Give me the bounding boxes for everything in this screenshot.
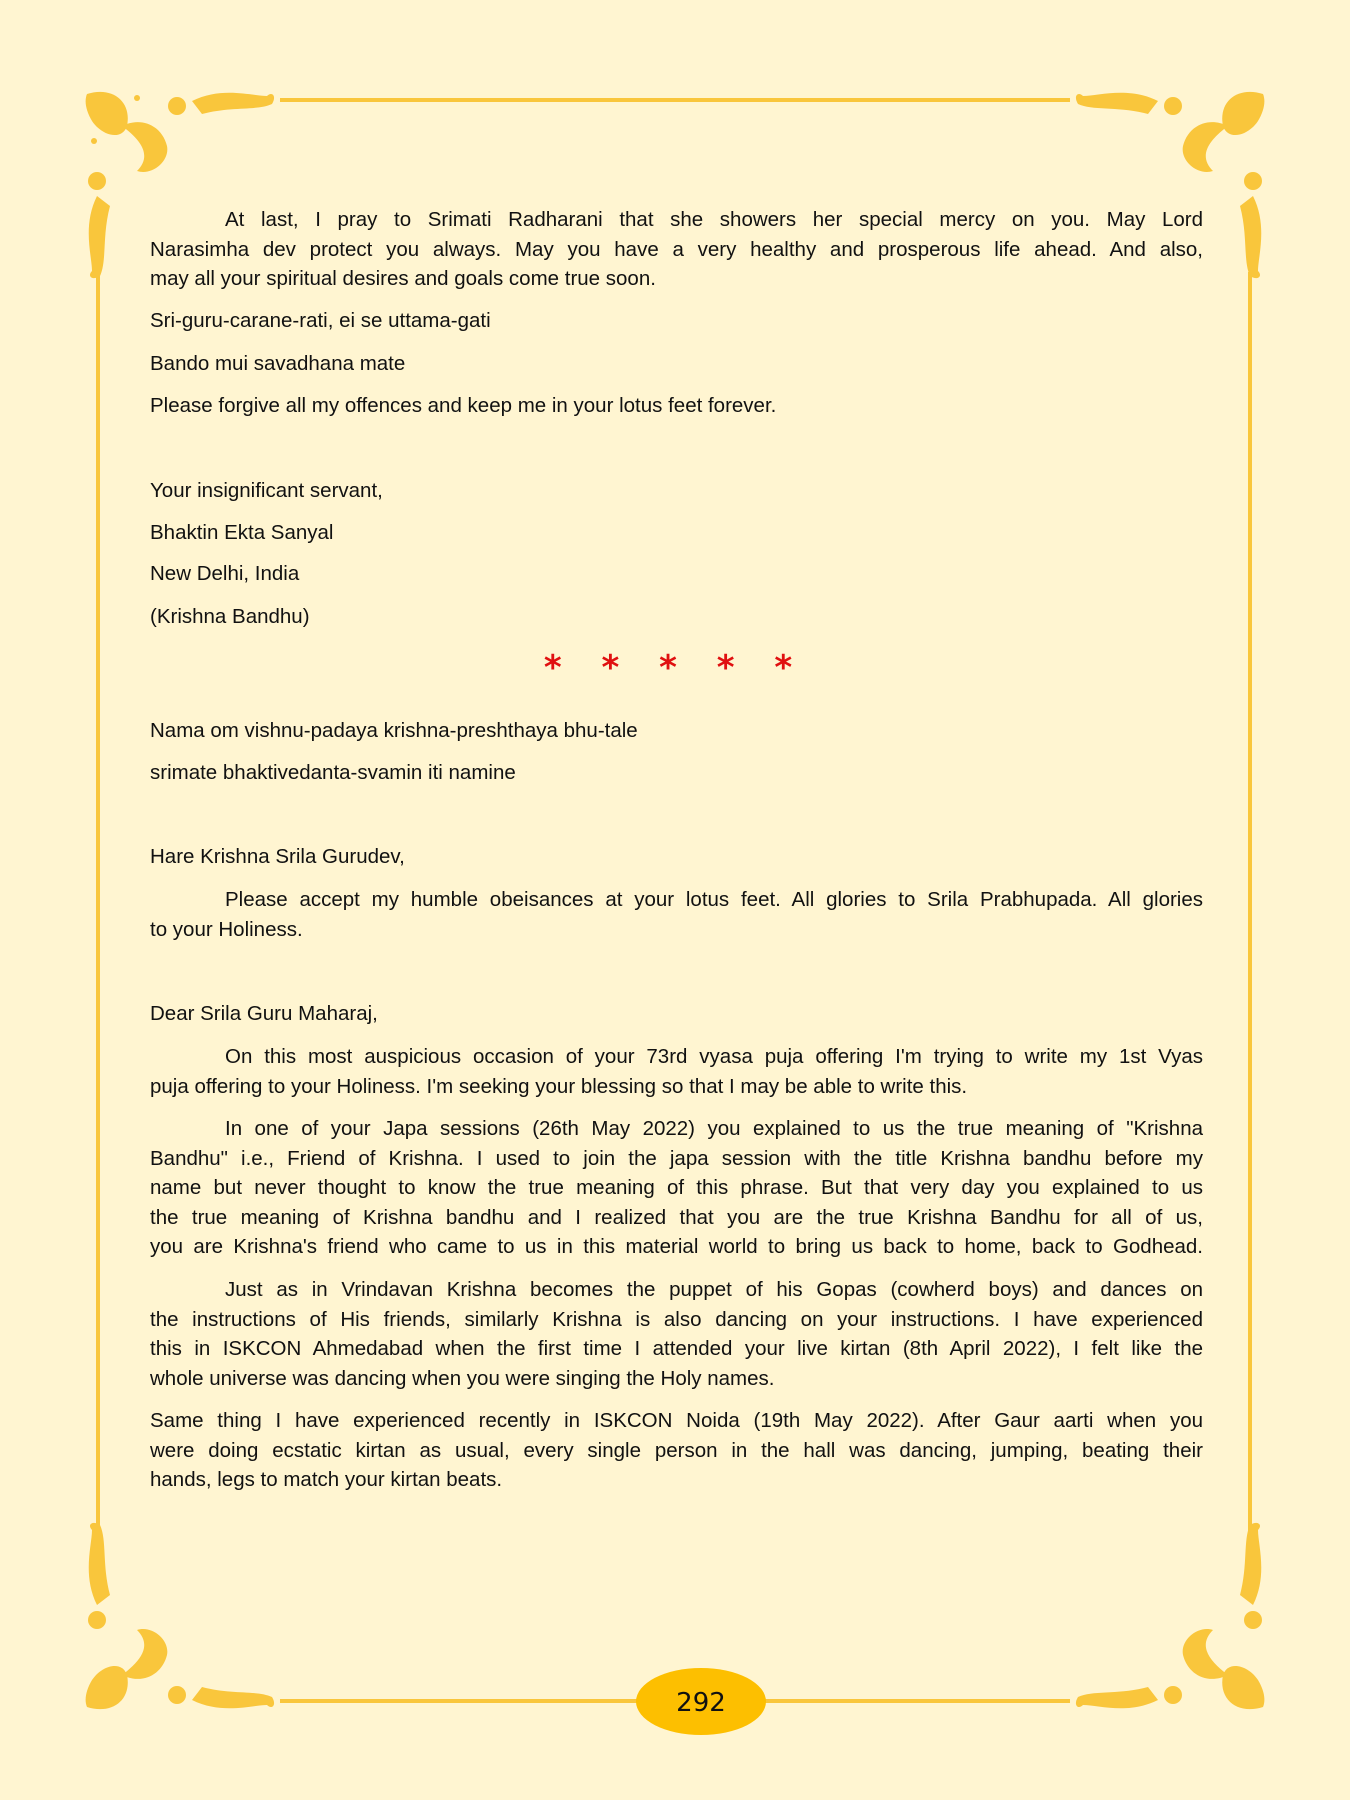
paragraph (150, 205, 1203, 294)
ornament-corner-icon (82, 1515, 282, 1715)
border-right (1248, 272, 1252, 1537)
text-line: may all your spiritual desires and goals come true soon. (150, 267, 656, 290)
paragraph (150, 885, 1203, 944)
paragraph (150, 476, 1203, 506)
paragraph (150, 716, 1203, 746)
paragraph (150, 602, 1203, 632)
text-line: New Delhi, India (150, 562, 300, 585)
text-line: Your insignificant servant, (150, 479, 383, 502)
text-line: you are Krishna's friend who came to us in this material world to bring us back to home, back to Godhead. (150, 1235, 1203, 1258)
paragraph (150, 1042, 1203, 1101)
text-line: the true meaning of Krishna bandhu and I realized that you are the true Krishna Bandhu for all of us, (150, 1205, 1203, 1229)
paragraph (150, 518, 1203, 548)
paragraph (150, 1406, 1203, 1495)
paragraph (150, 758, 1203, 788)
text-line: Bando mui savadhana mate (150, 352, 406, 375)
border-bottom-left (280, 1699, 640, 1703)
page-number: 292 (636, 1668, 766, 1735)
text-line: Hare Krishna Srila Gurudev, (150, 845, 405, 868)
paragraph (150, 391, 1203, 421)
text-line: Nama om vishnu-padaya krishna-preshthaya bhu-tale (150, 719, 638, 742)
text-line: On this most auspicious occasion of your 73rd vyasa puja offering I'm trying to write my 1st Vyas (225, 1045, 1203, 1068)
text-line: were doing ecstatic kirtan as usual, every single person in the hall was dancing, jumping, beating their (150, 1438, 1203, 1462)
text-line: puja offering to your Holiness. I'm seeking your blessing so that I may be able to write this. (150, 1074, 968, 1098)
paragraph (150, 559, 1203, 589)
paragraph (150, 1114, 1203, 1262)
text-line: Same thing I have experienced recently in ISKCON Noida (19th May 2022). After Gaur aarti when you (150, 1409, 1203, 1432)
paragraph (150, 842, 1203, 872)
text-line: (Krishna Bandhu) (150, 605, 310, 628)
text-line: Bandhu" i.e., Friend of Krishna. I used to join the japa session with the title Krishna bandhu before my (150, 1146, 1203, 1170)
text-line: Narasimha dev protect you always. May you have a very healthy and prosperous life ahead. And also, (150, 237, 1203, 261)
paragraph (150, 999, 1203, 1029)
text-line: to your Holiness. (150, 917, 303, 941)
text-line: srimate bhaktivedanta-svamin iti namine (150, 761, 516, 784)
text-line: whole universe was dancing when you were singing the Holy names. (150, 1366, 775, 1390)
text-line: Just as in Vrindavan Krishna becomes the puppet of his Gopas (cowherd boys) and dances on (225, 1278, 1203, 1301)
paragraph (150, 1275, 1203, 1393)
text-line: name but never thought to know the true meaning of this phrase. But that very day you explained to us (150, 1176, 1203, 1199)
text-line: At last, I pray to Srimati Radharani that she showers her special mercy on you. May Lord (225, 208, 1203, 231)
section-separator: * * * * * (543, 648, 807, 688)
border-top (280, 98, 1070, 102)
text-line: Dear Srila Guru Maharaj, (150, 1002, 378, 1025)
ornament-corner-icon (1068, 1515, 1268, 1715)
border-bottom-right (762, 1699, 1070, 1703)
text-line: Please accept my humble obeisances at your lotus feet. All glories to Srila Prabhupada. All glories (225, 888, 1203, 911)
text-line: Sri-guru-carane-rati, ei se uttama-gati (150, 309, 491, 332)
text-line: In one of your Japa sessions (26th May 2022) you explained to us the true meaning of "Krishna (225, 1117, 1203, 1140)
paragraph (150, 349, 1203, 379)
text-line: the instructions of His friends, similarly Krishna is also dancing on your instructions. I have experienced (150, 1307, 1203, 1331)
paragraph (150, 306, 1203, 336)
text-line: hands, legs to match your kirtan beats. (150, 1468, 503, 1491)
text-line: Please forgive all my offences and keep me in your lotus feet forever. (150, 394, 777, 417)
text-line: this in ISKCON Ahmedabad when the first time I attended your live kirtan (8th April 2022), I felt like the (150, 1337, 1203, 1360)
text-line: Bhaktin Ekta Sanyal (150, 521, 334, 544)
border-left (96, 272, 100, 1537)
